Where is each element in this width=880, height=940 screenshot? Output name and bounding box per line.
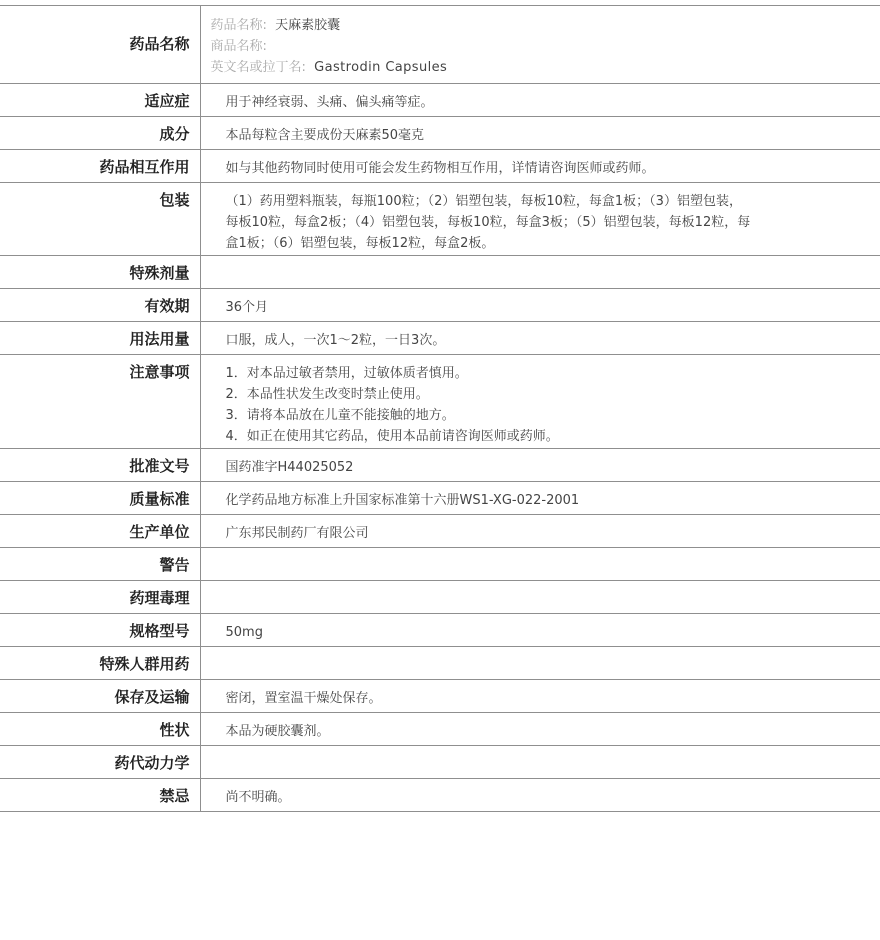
row-special-dosage [0, 256, 880, 289]
packaging-text: （1）药用塑料瓶装，每瓶100粒；（2）铝塑包装，每板10粒，每盒1板；（3）铝塑包装，每板10粒，每盒2板；（4）铝塑包装，每板10粒，每盒3板；（5）铝塑包装，每板12粒，每盒1板；（6）铝塑包装，每板12粒，每盒2板。 [225, 194, 751, 251]
row-value: 36个月 [200, 289, 880, 322]
row-drug-name [0, 6, 880, 84]
row-dosage [0, 322, 880, 355]
english-name-key: 英文名或拉丁名: [210, 60, 306, 75]
row-special-population [0, 647, 880, 680]
precaution-item: 3．请将本品放在儿童不能接触的地方。 [225, 408, 455, 423]
trade-name-key: 商品名称: [210, 39, 267, 54]
row-ingredients [0, 117, 880, 150]
generic-name-line [211, 15, 880, 36]
row-value: 用于神经衰弱、头痛、偏头痛等症。 [200, 84, 880, 117]
row-label: 性状 [0, 713, 200, 746]
row-label: 药品名称 [0, 6, 200, 84]
row-label: 保存及运输 [0, 680, 200, 713]
row-value [200, 355, 880, 449]
row-packaging [0, 183, 880, 256]
row-precautions [0, 355, 880, 449]
row-label: 警告 [0, 548, 200, 581]
row-quality-standard [0, 482, 880, 515]
precaution-item: 2．本品性状发生改变时禁止使用。 [225, 387, 429, 402]
row-value [200, 647, 880, 680]
drug-name-values [200, 6, 880, 84]
generic-name-value: 天麻素胶囊 [275, 18, 341, 33]
row-label: 禁忌 [0, 779, 200, 812]
row-value [200, 746, 880, 779]
row-value: 密闭，置室温干燥处保存。 [200, 680, 880, 713]
drug-spec-table [0, 5, 880, 812]
row-shelf-life [0, 289, 880, 322]
row-value: 50mg [200, 614, 880, 647]
row-label: 批准文号 [0, 449, 200, 482]
precaution-item: 1．对本品过敏者禁用，过敏体质者慎用。 [225, 366, 468, 381]
row-specification [0, 614, 880, 647]
row-value: 化学药品地方标准上升国家标准第十六册WS1-XG-022-2001 [200, 482, 880, 515]
row-value: 广东邦民制药厂有限公司 [200, 515, 880, 548]
row-label: 有效期 [0, 289, 200, 322]
trade-name-line [211, 36, 880, 57]
row-value [200, 581, 880, 614]
row-value [200, 548, 880, 581]
row-label: 特殊人群用药 [0, 647, 200, 680]
row-label: 适应症 [0, 84, 200, 117]
english-name-value: Gastrodin Capsules [314, 60, 448, 75]
row-label: 特殊剂量 [0, 256, 200, 289]
row-label: 生产单位 [0, 515, 200, 548]
precautions-list [226, 363, 880, 447]
row-contraindications [0, 779, 880, 812]
row-value: 尚不明确。 [200, 779, 880, 812]
row-label: 药理毒理 [0, 581, 200, 614]
row-interaction [0, 150, 880, 183]
row-value: 本品为硬胶囊剂。 [200, 713, 880, 746]
row-label: 用法用量 [0, 322, 200, 355]
row-value: 国药准字H44025052 [200, 449, 880, 482]
english-name-line [211, 57, 880, 78]
precaution-item: 4．如正在使用其它药品，使用本品前请咨询医师或药师。 [225, 429, 559, 444]
row-value: 本品每粒含主要成份天麻素50毫克 [200, 117, 880, 150]
row-pharmacokinetics [0, 746, 880, 779]
row-label: 注意事项 [0, 355, 200, 449]
row-warning [0, 548, 880, 581]
row-manufacturer [0, 515, 880, 548]
row-value [200, 183, 880, 256]
row-approval [0, 449, 880, 482]
row-label: 药代动力学 [0, 746, 200, 779]
row-value: 如与其他药物同时使用可能会发生药物相互作用，详情请咨询医师或药师。 [200, 150, 880, 183]
row-value: 口服，成人，一次1～2粒，一日3次。 [200, 322, 880, 355]
generic-name-key: 药品名称: [210, 18, 267, 33]
row-indication [0, 84, 880, 117]
row-appearance [0, 713, 880, 746]
row-label: 质量标准 [0, 482, 200, 515]
row-toxicology [0, 581, 880, 614]
row-value [200, 256, 880, 289]
row-storage [0, 680, 880, 713]
row-label: 规格型号 [0, 614, 200, 647]
row-label: 药品相互作用 [0, 150, 200, 183]
row-label: 包装 [0, 183, 200, 256]
row-label: 成分 [0, 117, 200, 150]
